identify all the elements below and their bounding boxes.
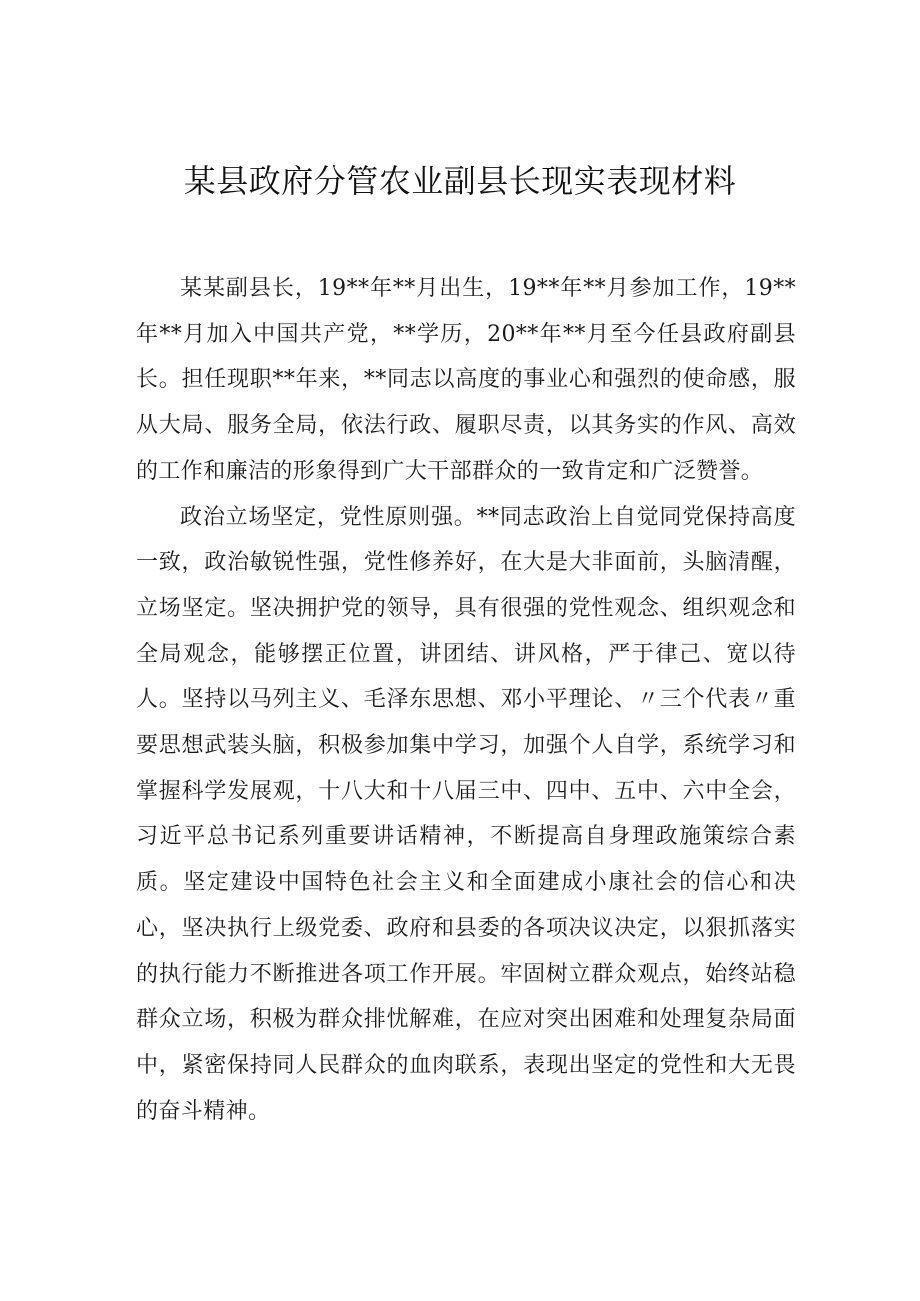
- paragraph-political-stance: 政治立场坚定，党性原则强。**同志政治上自觉同党保持高度一致，政治敏锐性强，党性修养好，在大是大非面前，头脑清醒，立场坚定。坚决拥护党的领导，具有很强的党性观念、组织观念和全局观念，能够摆正位置，讲团结、讲风格，严于律己、宽以待人。坚持以马列主义、毛泽东思想、邓小平理论、〃三个代表〃重要思想武装头脑，积极参加集中学习，加强个人自学，系统学习和掌握科学发展观，十八大和十八届三中、四中、五中、六中全会，习近平总书记系列重要讲话精神，不断提高自身理政施策综合素质。坚定建设中国特色社会主义和全面建成小康社会的信心和决心，坚决执行上级党委、政府和县委的各项决议决定，以狠抓落实的执行能力不断推进各项工作开展。牢固树立群众观点，始终站稳群众立场，积极为群众排忧解难，在应对突出困难和处理复杂局面中，紧密保持同人民群众的血肉联系，表现出坚定的党性和大无畏的奋斗精神。: [136, 504, 796, 1124]
- paragraph-intro: 某某副县长，19**年**月出生，19**年**月参加工作，19**年**月加入中国共产党，**学历，20**年**月至今任县政府副县长。担任现职**年来，**同志以高度的事业心和强烈的使命感，服从大局、服务全局，依法行政、履职尽责，以其务实的作风、高效的工作和廉洁的形象得到广大干部群众的一致肯定和广泛赞誉。: [136, 276, 796, 484]
- document-body: [136, 266, 796, 1134]
- document-title: 某县政府分管农业副县长现实表现材料: [183, 162, 737, 200]
